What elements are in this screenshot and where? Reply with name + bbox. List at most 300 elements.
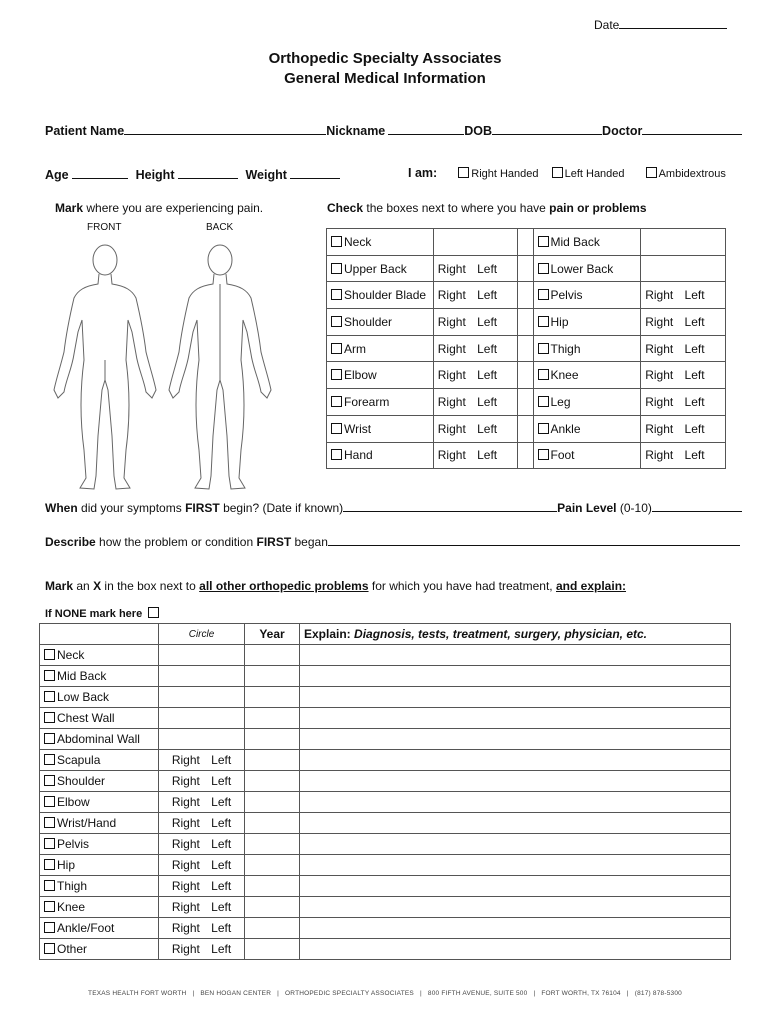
side-choice[interactable] [438,422,497,436]
side-choice[interactable] [645,315,704,329]
op-for-which: for which you have had treatment, [371,579,553,593]
problem-row [40,813,731,834]
side-left[interactable]: Left [477,314,498,329]
date-field[interactable] [619,16,727,29]
handedness-row [408,166,726,180]
doctor-label: Doctor [602,124,643,138]
side-left[interactable]: Left [684,421,705,436]
problem-area-cell[interactable] [40,897,159,918]
body-front-figure[interactable] [50,240,160,492]
side-cell [641,442,726,469]
side-cell [641,229,726,256]
page-subtitle: General Medical Information [284,70,486,87]
side-right[interactable]: Right [645,368,674,383]
side-left[interactable]: Left [211,879,232,893]
pain-table-row [327,389,726,416]
problem-area-cell[interactable] [40,708,159,729]
side-left[interactable]: Left [477,421,498,436]
pain-table-row [327,415,726,442]
problem-row [40,939,731,960]
age-field[interactable] [72,166,128,179]
dob-field[interactable] [492,122,602,135]
explain-italic: Diagnosis, tests, treatment, surgery, physician, etc. [354,627,648,641]
side-left[interactable]: Left [211,942,232,956]
circle-cell [159,834,245,855]
circle-cell [159,708,245,729]
pain-area-cell[interactable] [327,335,434,362]
explain-cell[interactable] [300,750,731,771]
explain-cell[interactable] [300,813,731,834]
side-cell [641,362,726,389]
side-choice[interactable] [438,342,497,356]
pain-area-label: Thigh [550,341,581,356]
pain-checkbox[interactable] [331,423,342,434]
dob-label: DOB [464,124,493,138]
pain-table [326,228,726,469]
circle-cell [159,897,245,918]
side-choice[interactable] [645,368,704,382]
explain-cell[interactable] [300,708,731,729]
year-cell[interactable] [245,771,300,792]
problem-area-cell[interactable] [40,792,159,813]
side-left[interactable]: Left [211,858,232,872]
pain-area-cell[interactable] [327,309,434,336]
problem-label: Low Back [57,690,110,704]
side-left[interactable]: Left [477,368,498,383]
pain-area-label: Neck [344,234,372,249]
explain-cell[interactable] [300,855,731,876]
side-left[interactable]: Left [211,795,232,809]
pain-table-row [327,335,726,362]
problem-area-cell[interactable] [40,750,159,771]
problem-checkbox[interactable] [44,691,55,702]
side-cell [433,362,517,389]
side-choice[interactable] [172,858,231,872]
side-choice[interactable] [172,942,231,956]
side-left[interactable]: Left [211,921,232,935]
side-right[interactable]: Right [437,314,466,329]
op-x: X [93,579,102,593]
side-cell [641,415,726,442]
if-none-label: If NONE mark here [45,608,143,620]
pain-checkbox[interactable] [538,449,549,460]
side-right[interactable]: Right [171,753,200,767]
problem-checkbox[interactable] [44,943,55,954]
side-choice[interactable] [645,288,704,302]
problem-checkbox[interactable] [44,901,55,912]
footer-item: ORTHOPEDIC SPECIALTY ASSOCIATES [285,990,414,997]
pain-area-cell[interactable] [533,389,641,416]
pain-area-cell[interactable] [327,389,434,416]
problem-checkbox[interactable] [44,859,55,870]
pain-checkbox[interactable] [538,316,549,327]
side-left[interactable]: Left [684,314,705,329]
side-left[interactable]: Left [477,261,498,276]
problem-area-cell[interactable] [40,687,159,708]
when-row [45,499,742,515]
pain-area-label: Ankle [550,421,581,436]
year-cell[interactable] [245,855,300,876]
side-right[interactable]: Right [171,837,200,851]
side-right[interactable]: Right [645,288,674,303]
spacer-cell [517,282,533,309]
pain-checkbox[interactable] [538,369,549,380]
side-choice[interactable] [172,879,231,893]
pain-checkbox[interactable] [538,343,549,354]
problem-label: Pelvis [57,837,90,851]
year-cell[interactable] [245,834,300,855]
mark-rest: where you are experiencing pain. [86,201,264,215]
footer [0,990,770,997]
side-right[interactable]: Right [171,879,200,893]
circle-cell [159,771,245,792]
year-cell[interactable] [245,918,300,939]
doctor-field[interactable] [642,122,742,135]
side-right[interactable]: Right [437,394,466,409]
right-handed-checkbox[interactable] [458,167,469,178]
pain-area-label: Elbow [344,368,377,383]
problem-area-cell[interactable] [40,666,159,687]
side-right[interactable]: Right [171,900,200,914]
side-right[interactable]: Right [171,858,200,872]
circle-cell [159,792,245,813]
pain-area-cell[interactable] [327,415,434,442]
ambidextrous-checkbox[interactable] [646,167,657,178]
problem-area-cell[interactable] [40,813,159,834]
pain-checkbox[interactable] [538,263,549,274]
side-left[interactable]: Left [211,816,232,830]
problem-label: Elbow [57,795,90,809]
side-right[interactable]: Right [645,314,674,329]
side-cell [433,442,517,469]
pain-area-cell[interactable] [533,335,641,362]
check-bold: Check [327,201,364,215]
pain-area-cell[interactable] [327,282,434,309]
circle-cell [159,729,245,750]
problem-area-cell[interactable] [40,918,159,939]
side-right[interactable]: Right [645,394,674,409]
side-cell [641,309,726,336]
height-field[interactable] [178,166,238,179]
problem-label: Scapula [57,753,101,767]
header-year: Year [245,624,300,645]
explain-cell[interactable] [300,729,731,750]
side-choice[interactable] [172,774,231,788]
pain-area-cell[interactable] [533,229,641,256]
problem-checkbox[interactable] [44,733,55,744]
footer-item: TEXAS HEALTH FORT WORTH [88,990,187,997]
problem-area-cell[interactable] [40,771,159,792]
circle-cell [159,918,245,939]
side-choice[interactable] [438,288,497,302]
problem-label: Neck [57,648,85,662]
when-first: FIRST [185,501,220,515]
pain-table-row [327,362,726,389]
problem-checkbox[interactable] [44,649,55,660]
problem-row [40,708,731,729]
side-choice[interactable] [172,795,231,809]
year-cell[interactable] [245,939,300,960]
problem-area-cell[interactable] [40,834,159,855]
i-am-label: I am: [408,166,438,180]
year-cell[interactable] [245,897,300,918]
pain-checkbox[interactable] [538,423,549,434]
problem-checkbox[interactable] [44,817,55,828]
side-choice[interactable] [438,448,497,462]
pain-checkbox[interactable] [331,449,342,460]
date-row [594,16,727,32]
side-choice[interactable] [438,315,497,329]
footer-separator: | [527,990,542,997]
side-cell [433,309,517,336]
circle-cell [159,750,245,771]
problem-area-cell[interactable] [40,939,159,960]
year-cell[interactable] [245,666,300,687]
explain-cell[interactable] [300,666,731,687]
page-title: Orthopedic Specialty Associates [268,50,502,67]
problem-checkbox[interactable] [44,838,55,849]
pain-area-label: Pelvis [550,288,583,303]
side-left[interactable]: Left [211,837,232,851]
pain-area-cell[interactable] [327,442,434,469]
pain-checkbox[interactable] [331,396,342,407]
check-bold2: pain or problems [549,201,647,215]
year-cell[interactable] [245,876,300,897]
problem-checkbox[interactable] [44,670,55,681]
footer-separator: | [271,990,286,997]
when-bold: When [45,501,78,515]
circle-cell [159,666,245,687]
symptom-date-field[interactable] [343,499,557,512]
patient-name-field[interactable] [124,122,326,135]
side-right[interactable]: Right [437,448,466,463]
circle-cell [159,855,245,876]
problem-checkbox[interactable] [44,796,55,807]
pain-area-cell[interactable] [533,309,641,336]
side-choice[interactable] [438,395,497,409]
side-left[interactable]: Left [684,341,705,356]
side-right[interactable]: Right [645,421,674,436]
side-choice[interactable] [438,368,497,382]
op-and-explain: and explain: [556,579,627,593]
describe-tail: began [294,535,328,549]
patient-info-row [45,122,742,138]
pain-area-cell[interactable] [533,362,641,389]
side-left[interactable]: Left [684,394,705,409]
side-right[interactable]: Right [437,368,466,383]
right-handed-label: Right Handed [471,168,539,180]
side-right[interactable]: Right [171,921,200,935]
when-rest: did your symptoms [81,501,182,515]
problem-label: Thigh [57,879,88,893]
explain-cell[interactable] [300,687,731,708]
header-circle: Circle [159,624,245,645]
pain-table-row [327,255,726,282]
problem-row [40,792,731,813]
problem-area-cell[interactable] [40,729,159,750]
problem-row [40,729,731,750]
pain-area-cell[interactable] [327,362,434,389]
pain-checkbox[interactable] [331,316,342,327]
problem-row [40,876,731,897]
pain-checkbox[interactable] [538,236,549,247]
year-cell[interactable] [245,729,300,750]
explain-cell[interactable] [300,918,731,939]
side-left[interactable]: Left [684,448,705,463]
spacer-cell [517,335,533,362]
problem-label: Ankle/Foot [57,921,115,935]
pain-area-label: Upper Back [344,261,407,276]
explain-cell[interactable] [300,645,731,666]
year-cell[interactable] [245,813,300,834]
pain-area-cell[interactable] [533,255,641,282]
explain-cell[interactable] [300,876,731,897]
pain-area-label: Lower Back [550,261,614,276]
problem-label: Mid Back [57,669,107,683]
side-choice[interactable] [172,921,231,935]
explain-cell[interactable] [300,939,731,960]
problem-row [40,687,731,708]
problem-checkbox[interactable] [44,880,55,891]
age-label: Age [45,168,69,182]
ambidextrous-label: Ambidextrous [658,168,726,180]
pain-level-field[interactable] [652,499,742,512]
side-right[interactable]: Right [171,942,200,956]
pain-checkbox[interactable] [331,343,342,354]
mark-bold: Mark [55,201,84,215]
side-right[interactable]: Right [437,288,466,303]
pain-area-label: Leg [550,394,571,409]
footer-separator: | [620,990,635,997]
side-cell [433,335,517,362]
side-left[interactable]: Left [211,774,232,788]
pain-checkbox[interactable] [331,236,342,247]
problem-label: Other [57,942,88,956]
side-left[interactable]: Left [684,368,705,383]
year-cell[interactable] [245,792,300,813]
body-back-figure[interactable] [165,240,275,492]
side-left[interactable]: Left [477,448,498,463]
footer-separator: | [186,990,201,997]
side-right[interactable]: Right [645,448,674,463]
pain-checkbox[interactable] [331,263,342,274]
pain-checkbox[interactable] [331,369,342,380]
problem-area-cell[interactable] [40,855,159,876]
nickname-field[interactable] [388,122,464,135]
problem-row [40,645,731,666]
side-right[interactable]: Right [171,795,200,809]
explain-cell[interactable] [300,897,731,918]
explain-cell[interactable] [300,771,731,792]
side-choice[interactable] [645,422,704,436]
problem-label: Hip [57,858,76,872]
if-none-row [45,607,161,620]
pain-level-bold: Pain Level [557,501,617,515]
side-cell [433,282,517,309]
side-right[interactable]: Right [437,341,466,356]
spacer-cell [517,229,533,256]
side-choice[interactable] [172,753,231,767]
year-cell[interactable] [245,750,300,771]
pain-area-cell[interactable] [533,415,641,442]
pain-area-label: Mid Back [550,234,600,249]
side-right[interactable]: Right [437,421,466,436]
pain-area-cell[interactable] [533,442,641,469]
side-right[interactable]: Right [171,816,200,830]
side-cell [641,255,726,282]
mark-instruction [55,201,263,215]
side-choice[interactable] [172,816,231,830]
pain-level-rest: (0-10) [619,501,652,515]
side-choice[interactable] [645,342,704,356]
problem-checkbox[interactable] [44,775,55,786]
pain-area-label: Shoulder [344,314,393,329]
explain-cell[interactable] [300,792,731,813]
spacer-cell [517,442,533,469]
year-cell[interactable] [245,687,300,708]
pain-checkbox[interactable] [538,396,549,407]
side-left[interactable]: Left [211,753,232,767]
side-cell [641,335,726,362]
problem-checkbox[interactable] [44,754,55,765]
side-cell [433,389,517,416]
side-right[interactable]: Right [645,341,674,356]
pain-area-cell[interactable] [327,229,434,256]
side-choice[interactable] [645,448,704,462]
side-cell [433,229,517,256]
pain-area-label: Foot [550,448,575,463]
year-cell[interactable] [245,708,300,729]
side-cell [641,389,726,416]
side-left[interactable]: Left [211,900,232,914]
side-right[interactable]: Right [171,774,200,788]
side-choice[interactable] [172,900,231,914]
pain-table-row [327,442,726,469]
problem-checkbox[interactable] [44,712,55,723]
problem-row [40,918,731,939]
side-left[interactable]: Left [684,288,705,303]
problem-area-cell[interactable] [40,645,159,666]
left-handed-checkbox[interactable] [552,167,563,178]
problem-checkbox[interactable] [44,922,55,933]
measurements-row [45,166,340,182]
other-instruction [45,579,626,593]
none-checkbox[interactable] [148,607,159,618]
problem-label: Chest Wall [57,711,115,725]
side-choice[interactable] [645,395,704,409]
side-choice[interactable] [438,262,497,276]
side-right[interactable]: Right [437,261,466,276]
pain-area-cell[interactable] [327,255,434,282]
op-an: an [76,579,90,593]
side-left[interactable]: Left [477,288,498,303]
side-left[interactable]: Left [477,394,498,409]
explain-cell[interactable] [300,834,731,855]
pain-area-label: Shoulder Blade [344,288,427,303]
weight-field[interactable] [290,166,340,179]
problem-area-cell[interactable] [40,876,159,897]
footer-item: (817) 878-5300 [634,990,682,997]
pain-checkbox[interactable] [331,289,342,300]
pain-area-cell[interactable] [533,282,641,309]
pain-checkbox[interactable] [538,289,549,300]
describe-field[interactable] [328,533,740,546]
problem-row [40,834,731,855]
side-left[interactable]: Left [477,341,498,356]
year-cell[interactable] [245,645,300,666]
problem-row [40,897,731,918]
side-choice[interactable] [172,837,231,851]
